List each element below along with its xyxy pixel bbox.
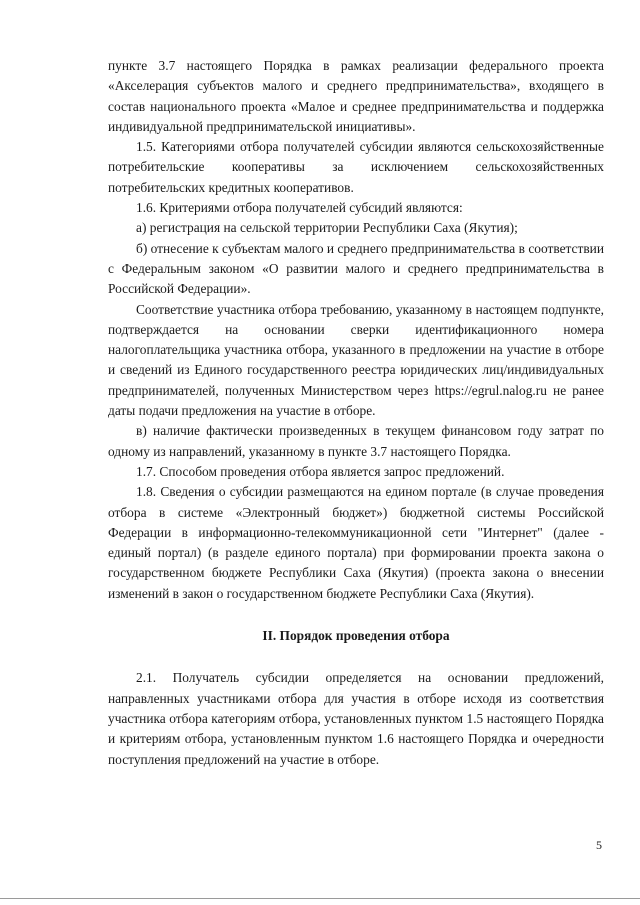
page-number: 5 [596, 838, 602, 852]
paragraph-1-5: 1.5. Категориями отбора получателей субсидии являются сельскохозяйственные потребительские кооперативы за исключением сельскохозяйственных потребительских кредитных кооперативов. [108, 139, 604, 195]
paragraph-1-6: 1.6. Критериями отбора получателей субсидий являются: [136, 200, 463, 216]
criterion-a: а) регистрация на сельской территории Республики Саха (Якутия); [136, 220, 518, 236]
paragraph-continuation: пункте 3.7 настоящего Порядка в рамках реализации федерального проекта «Акселерация субъектов малого и среднего предпринимательства», входящего в состав национального проекта «Малое и среднее предпринимательства и поддержка индивидуальной предпринимательской инициативы». [108, 58, 604, 134]
paragraph-1-7: 1.7. Способом проведения отбора является запрос предложений. [136, 463, 505, 479]
paragraph-2-1: 2.1. Получатель субсидии определяется на основании предложений, направленных участниками отбора для участия в отборе исходя из соответствия участника отбора категориям отбора, установленных пунктом 1.5 настоящего Порядка и критериям отбора, установленным пунктом 1.6 настоящего Порядка и очередности поступления предложений на участие в отборе. [108, 670, 604, 767]
criterion-c: в) наличие фактически произведенных в текущем финансовом году затрат по одному из направлений, указанному в пункте 3.7 настоящего Порядка. [108, 423, 604, 459]
scan-edge-line [0, 898, 640, 899]
paragraph-1-8: 1.8. Сведения о субсидии размещаются на едином портале (в случае проведения отбора в системе «Электронный бюджет») бюджетной системы Российской Федерации в информационно-телекоммуникационной сети "Интернет" (далее - единый портал) (в разделе единого портала) при формировании проекта закона о государственном бюджете Республики Саха (Якутия) (проекта закона о внесении изменений в закон о государственном бюджете Республики Саха (Якутия). [108, 484, 604, 601]
criterion-b-compliance: Соответствие участника отбора требованию, указанному в настоящем подпункте, подтверждается на основании сверки идентификационного номера налогоплательщика участника отбора, указанного в предложении на участие в отборе и сведений из Единого государственного реестра юридических лиц/индивидуальных предпринимателей, полученных Министерством через https://egrul.nalog.ru не ранее даты подачи предложения на участие в отборе. [108, 301, 604, 419]
criterion-b: б) отнесение к субъектам малого и среднего предпринимательства в соответствии с Федеральным законом «О развитии малого и среднего предпринимательства в Российской Федерации». [108, 240, 604, 297]
section-heading: II. Порядок проведения отбора [262, 628, 450, 644]
document-body [108, 56, 604, 770]
